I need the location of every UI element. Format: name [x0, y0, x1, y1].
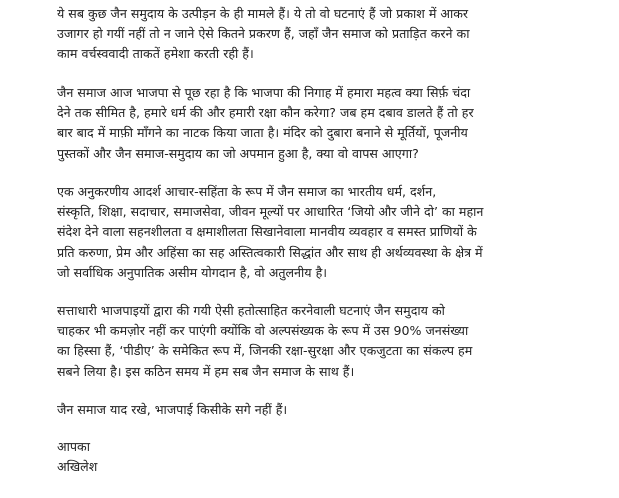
paragraph-line: संस्कृति, शिक्षा, सदाचार, समाजसेवा, जीवन मूल्यों पर आधारित ‘जियो और जीने दो’ का महान — [57, 204, 484, 220]
paragraph-jain-contribution — [57, 182, 597, 283]
paragraph-line: सबने लिया है। इस कठिन समय में हम सब जैन समाज के साथ हैं। — [57, 363, 355, 379]
paragraph-persecution — [57, 4, 597, 65]
paragraph-line: एक अनुकरणीय आदर्श आचार-सहिंता के रूप में जैन समाज का भारतीय धर्म, दर्शन, — [57, 184, 437, 199]
paragraph-line: सत्ताधारी भाजपाइयों द्वारा की गयी ऐसी हतोत्साहित करनेवाली घटनाएं जैन समुदाय को — [57, 303, 445, 318]
paragraph-line: देने तक सीमित है, हमारे धर्म की और हमारी रक्षा कौन करेगा? जब हम दबाव डालते हैं तो हर — [57, 105, 474, 121]
paragraph-line: काम वर्चस्ववादी ताकतें हमेशा करती रही हैं। — [57, 46, 254, 62]
paragraph-line: उजागर हो गयीं नहीं तो न जाने ऐसे कितने प्रकरण हैं, जहाँ जैन समाज को प्रताड़ित करने का — [57, 26, 470, 42]
closing-salutation: आपका — [57, 439, 90, 454]
paragraph-remember — [57, 400, 597, 420]
paragraph-line: संदेश देने वाला सहनशीलता व क्षमाशीलता सिखानेवाला मानवीय व्यवहार व समस्त प्राणियों के — [57, 224, 477, 240]
paragraph-solidarity — [57, 301, 597, 382]
paragraph-line: जैन समाज याद रखे, भाजपाई किसीके सगे नहीं हैं। — [57, 402, 288, 417]
letter-closing — [57, 437, 597, 477]
paragraph-line: जो सर्वाधिक अनुपातिक असीम योगदान है, वो अतुलनीय है। — [57, 264, 328, 280]
paragraph-line: पुस्तकों और जैन समाज-समुदाय का जो अपमान हुआ है, क्या वो वापस आएगा? — [57, 145, 419, 161]
paragraph-line: चाहकर भी कमज़ोर नहीं कर पाएंगी क्योंकि वो अल्पसंख्यक के रूप में उस 90% जनसंख्या — [57, 323, 469, 339]
paragraph-question-to-bjp — [57, 83, 597, 164]
signature-name: अखिलेश — [57, 459, 98, 475]
paragraph-line: प्रति करुणा, प्रेम और अहिंसा का सह अस्तित्वकारी सिद्धांत और साथ ही अर्थव्यवस्था के क्षेत्र में — [57, 244, 483, 260]
paragraph-line: बार बाद में माफ़ी माँगने का नाटक किया जाता है। मंदिर को दुबारा बनाने से मूर्तियों, पूजनीय — [57, 125, 468, 141]
paragraph-line: का हिस्सा हैं, ‘पीडीए’ के समेकित रूप में, जिनकी रक्षा-सुरक्षा और एकजुटता का संकल्प हम — [57, 343, 473, 359]
paragraph-line: ये सब कुछ जैन समुदाय के उत्पीड़न के ही मामले हैं। ये तो वो घटनाएं हैं जो प्रकाश में आकर — [57, 6, 469, 21]
paragraph-line: जैन समाज आज भाजपा से पूछ रहा है कि भाजपा की निगाह में हमारा महत्व क्या सिर्फ़ चंदा — [57, 85, 471, 100]
